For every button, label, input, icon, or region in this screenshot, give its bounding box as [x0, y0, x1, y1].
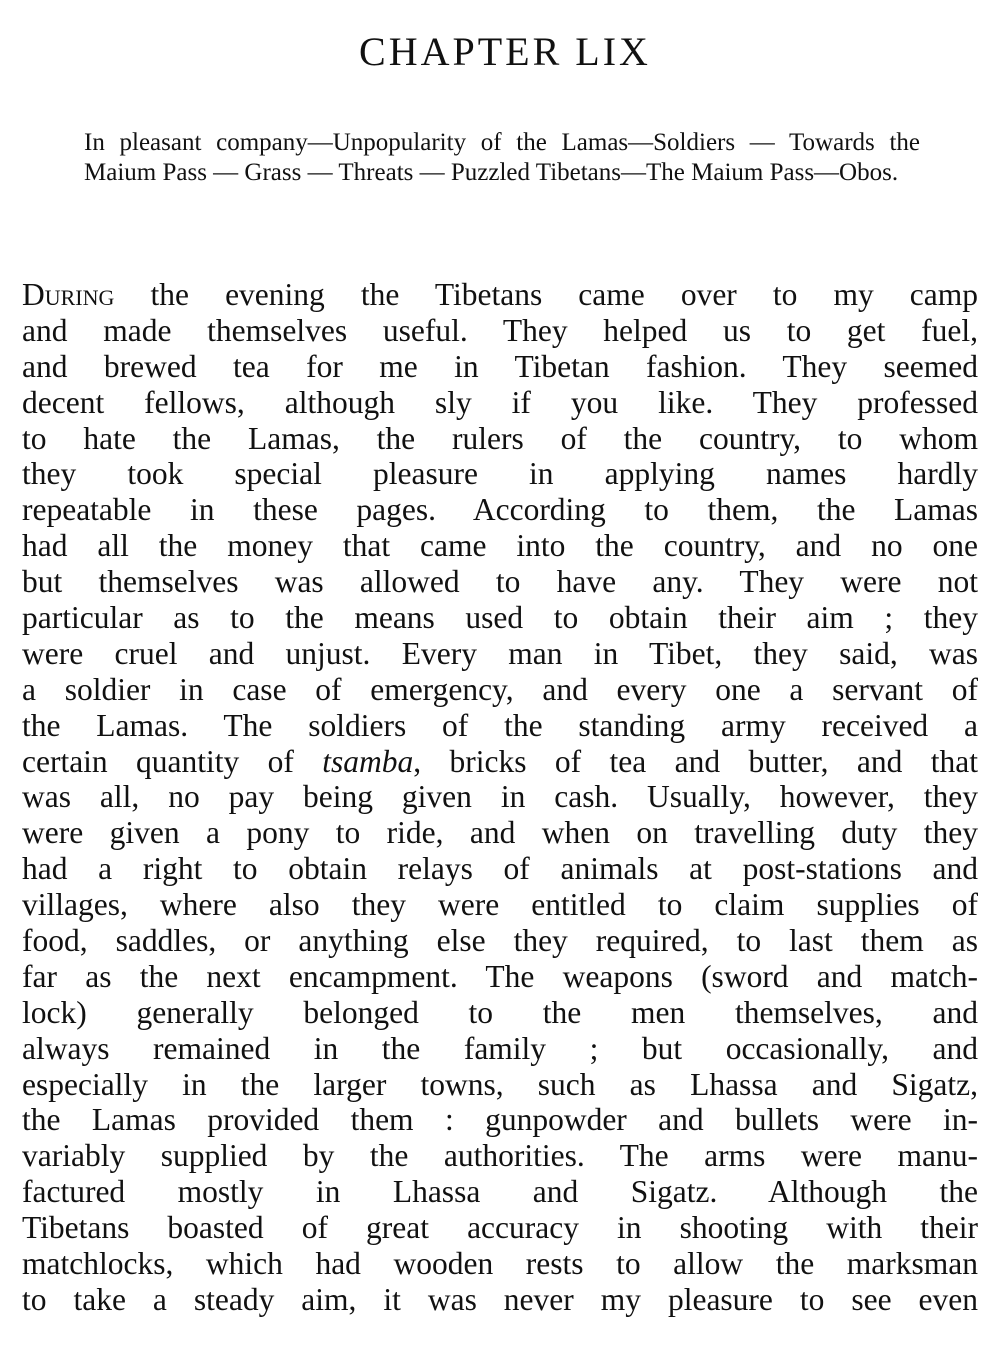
body-line: the Lamas. The soldiers of the standing army received a	[22, 707, 978, 743]
body-line-text: the evening the Tibetans came over to my camp	[114, 277, 978, 312]
body-line: variably supplied by the authorities. The arms were manu-	[22, 1138, 978, 1174]
body-line: had a right to obtain relays of animals at post-stations and	[22, 851, 978, 887]
italic-term: tsamba	[322, 743, 414, 779]
body-line: they took special pleasure in applying names hardly	[22, 456, 978, 492]
body-line: were given a pony to ride, and when on travelling duty they	[22, 815, 978, 851]
chapter-summary: In pleasant company—Unpopularity of the Lamas—Soldiers — Towards the Maium Pass — Grass — Threats — Puzzled Tibetans—The Maium Pass—Obos.	[84, 129, 920, 186]
body-line: always remained in the family ; but occasionally, and	[22, 1030, 978, 1066]
body-line: villages, where also they were entitled to claim supplies of	[22, 887, 978, 923]
body-line: had all the money that came into the country, and no one	[22, 528, 978, 564]
body-line: especially in the larger towns, such as Lhassa and Sigatz,	[22, 1066, 978, 1102]
body-line: the Lamas provided them : gunpowder and bullets were in-	[22, 1102, 978, 1138]
body-line: to take a steady aim, it was never my pleasure to see even	[22, 1281, 978, 1317]
body-line: factured mostly in Lhassa and Sigatz. Although the	[22, 1174, 978, 1210]
body-line	[22, 744, 978, 780]
body-line: far as the next encampment. The weapons (sword and match-	[22, 958, 978, 994]
body-line: food, saddles, or anything else they required, to last them as	[22, 923, 978, 959]
body-line: Tibetans boasted of great accuracy in shooting with their	[22, 1210, 978, 1246]
body-line: but themselves was allowed to have any. They were not	[22, 564, 978, 600]
body-line-text: , bricks of tea and butter, and that	[413, 743, 978, 779]
body-line: and brewed tea for me in Tibetan fashion. They seemed	[22, 348, 978, 384]
body-line: lock) generally belonged to the men themselves, and	[22, 994, 978, 1030]
body-line: a soldier in case of emergency, and every one a servant of	[22, 671, 978, 707]
body-line	[22, 277, 978, 313]
body-line: were cruel and unjust. Every man in Tibet, they said, was	[22, 635, 978, 671]
body-text	[22, 277, 978, 1318]
chapter-title: CHAPTER LIX	[359, 29, 651, 74]
body-line: to hate the Lamas, the rulers of the country, to whom	[22, 420, 978, 456]
body-line: matchlocks, which had wooden rests to allow the marksman	[22, 1246, 978, 1282]
body-line: repeatable in these pages. According to them, the Lamas	[22, 492, 978, 528]
lead-word: During	[22, 277, 115, 312]
body-line: particular as to the means used to obtain their aim ; they	[22, 600, 978, 636]
body-line-text: certain quantity of	[22, 743, 323, 779]
body-line: was all, no pay being given in cash. Usually, however, they	[22, 779, 978, 815]
body-line: decent fellows, although sly if you like. They professed	[22, 384, 978, 420]
body-line: and made themselves useful. They helped us to get fuel,	[22, 312, 978, 348]
